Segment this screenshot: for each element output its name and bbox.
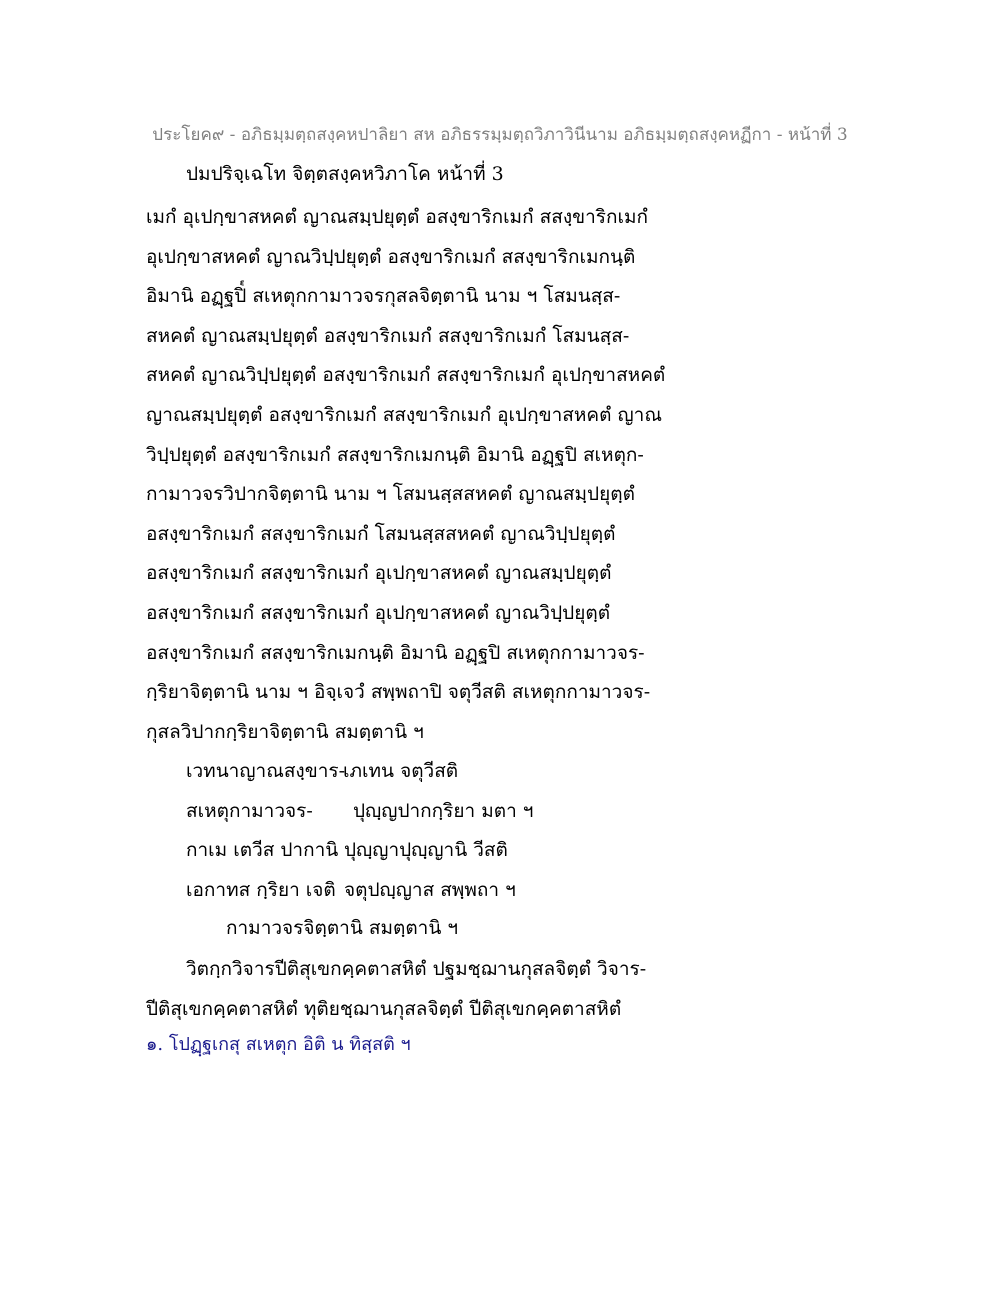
- verse-block: [186, 752, 533, 910]
- verse-second-half: ปุญฺญปากกฺริยา มตา ฯ: [353, 799, 534, 822]
- footnote: ๑. โปฏฺฐเกสุ สเหตุก อิติ น ทิสฺสติ ฯ: [146, 1034, 411, 1055]
- body-line: อิมานิ อฏฺฐปิ๎ สเหตุกกามาวจรกุสลจิตฺตานิ นาม ฯ โสมนสฺส-: [146, 285, 621, 308]
- verse-second-half: ปุญฺญาปุญฺญานิ วีสติ: [344, 839, 508, 862]
- verse-summary: กามาวจรจิตฺตานิ สมตฺตานิ ฯ: [226, 917, 459, 939]
- body-line: อสงฺขาริกเมกํ สสงฺขาริกเมกํ อุเปกฺขาสหคตํ ญาณวิปฺปยุตฺตํ: [146, 601, 611, 624]
- body-line: ญาณสมฺปยุตฺตํ อสงฺขาริกเมกํ สสงฺขาริกเมกํ อุเปกฺขาสหคตํ ญาณ: [146, 403, 662, 426]
- verse-first-half: กาเม เตวีส ปากานิ: [186, 839, 339, 862]
- body-line: อสงฺขาริกเมกํ สสงฺขาริกเมกํ โสมนสฺสสหคตํ ญาณวิปฺปยุตฺตํ: [146, 522, 616, 545]
- body-line: อุเปกฺขาสหคตํ ญาณวิปฺปยุตฺตํ อสงฺขาริกเมกํ สสงฺขาริกเมกนฺติ: [146, 245, 636, 268]
- closing-paragraph: [146, 950, 646, 1029]
- verse-line: [186, 871, 533, 911]
- verse-line: [186, 792, 533, 832]
- verse-line: [186, 831, 533, 871]
- body-line: วิปฺปยุตฺตํ อสงฺขาริกเมกํ สสงฺขาริกเมกนฺติ อิมานิ อฏฺฐปิ สเหตุก-: [146, 443, 644, 466]
- body-line: สหคตํ ญาณสมฺปยุตฺตํ อสงฺขาริกเมกํ สสงฺขาริกเมกํ โสมนสฺส-: [146, 324, 630, 347]
- body-line: อสงฺขาริกเมกํ สสงฺขาริกเมกนฺติ อิมานิ อฏฺฐปิ สเหตุกกามาวจร-: [146, 641, 645, 664]
- body-line: อสงฺขาริกเมกํ สสงฺขาริกเมกํ อุเปกฺขาสหคตํ ญาณสมฺปยุตฺตํ: [146, 562, 612, 585]
- verse-first-half: เวทนาญาณสงฺขาร-: [186, 760, 345, 782]
- section-heading: ปมปริจฺเฉโท จิตฺตสงฺคหวิภาโค หน้าที่ 3: [186, 163, 504, 185]
- verse-second-half: จตุปญฺญาส สพฺพถา ฯ: [344, 878, 516, 901]
- body-line: เมกํ อุเปกฺขาสหคตํ ญาณสมฺปยุตฺตํ อสงฺขาริกเมกํ สสงฺขาริกเมกํ: [146, 206, 648, 228]
- body-line: สหคตํ ญาณวิปฺปยุตฺตํ อสงฺขาริกเมกํ สสงฺขาริกเมกํ อุเปกฺขาสหคตํ: [146, 364, 666, 387]
- body-line: ปีติสุเขกคฺคตาสหิตํ ทุติยชฺฌานกุสลจิตฺตํ ปีติสุเขกคฺคตาสหิตํ: [146, 997, 622, 1020]
- verse-line: [186, 752, 533, 792]
- body-line: กุสลวิปากกฺริยาจิตฺตานิ สมตฺตานิ ฯ: [146, 720, 424, 743]
- body-line: วิตกฺกวิจารปีติสุเขกคฺคตาสหิตํ ปฐมชฺฌานกุสลจิตฺตํ วิจาร-: [186, 958, 647, 980]
- body-paragraph: [146, 198, 706, 752]
- body-line: กฺริยาจิตฺตานิ นาม ฯ อิจฺเจวํ สพฺพถาปิ จตุวีสติ สเหตุกกามาวจร-: [146, 681, 651, 704]
- running-header: ประโยค๙ - อภิธมฺมตฺถสงฺคหปาลิยา สห อภิธรรมฺมตฺถวิภาวินีนาม อภิธมฺมตฺถสงฺคหฏีกา - หน้าที่ 3: [152, 125, 848, 145]
- verse-second-half: เภเทน จตุวีสติ: [343, 760, 459, 782]
- verse-first-half: เอกาทส กฺริยา เจติ: [186, 878, 336, 901]
- verse-first-half: สเหตุกามาวจร-: [186, 799, 313, 822]
- body-line: กามาวจรวิปากจิตฺตานิ นาม ฯ โสมนสฺสสหคตํ ญาณสมฺปยุตฺตํ: [146, 483, 635, 506]
